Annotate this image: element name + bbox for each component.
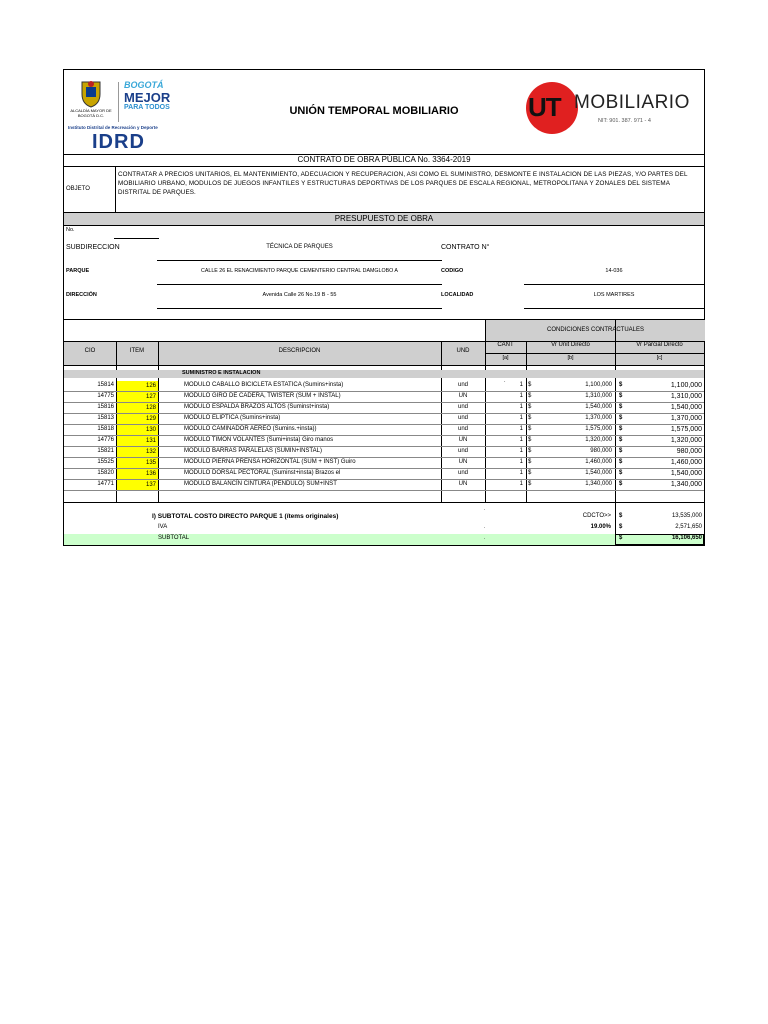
cell-und: UN (458, 481, 468, 487)
header-cio: CIO (84, 348, 96, 354)
cell-vr-parcial: 980,000 (676, 448, 702, 455)
cell-unit-currency: $ (528, 382, 532, 388)
cell-cio: 15818 (97, 426, 114, 432)
cell-vr-unit: 1,340,000 (585, 481, 612, 487)
cell-cio: 14776 (97, 437, 114, 443)
idrd-text: IDRD (92, 131, 145, 153)
bogota-text: BOGOTÁ (124, 80, 164, 90)
row-divider (64, 490, 704, 491)
cell-und: UN (458, 437, 468, 443)
subtotal1-label: I) SUBTOTAL COSTO DIRECTO PARQUE 1 (ítems originales) (152, 513, 339, 520)
cell-unit-currency: $ (528, 470, 532, 476)
alcaldia-text: ALCALDÍA MAYOR DE BOGOTÁ D.C. (70, 108, 112, 118)
cell-vr-parcial: 1,100,000 (670, 382, 702, 389)
cell-descripcion: MODULO GIRO DE CADERA, TWISTER (SUM + INSTAL) (184, 393, 341, 399)
cell-vr-unit: 1,310,000 (585, 393, 612, 399)
subtotal-label: SUBTOTAL (158, 535, 190, 541)
totals-dot-1: . (484, 506, 486, 512)
cell-cant: 1 (519, 426, 523, 432)
cell-parcial-currency: $ (619, 426, 623, 432)
cell-item: 136 (117, 469, 158, 479)
cell-und: und (457, 448, 468, 454)
mobiliario-text: MOBILIARIO (574, 92, 690, 113)
cell-descripcion: MODULO BARRAS PARALELAS (SUMIN+INSTAL) (184, 448, 322, 454)
iva-currency: $ (619, 524, 623, 530)
header-cant: CANT (497, 342, 514, 348)
cell-parcial-currency: $ (619, 459, 623, 465)
cell-descripcion: MODULO ESPALDA BRAZOS ALTOS (Suminst+insta) (184, 404, 330, 410)
budget-sheet (63, 69, 705, 546)
objeto-label: OBJETO (66, 186, 90, 192)
cell-cio: 15821 (97, 448, 114, 454)
cell-item: 131 (117, 436, 158, 446)
table-row (64, 480, 704, 491)
cell-descripcion: MODULO CABALLO BICICLETA ESTATICA (Sumins+insta) (184, 382, 344, 388)
cell-vr-unit: 1,460,000 (585, 459, 612, 465)
cell-descripcion: MODULO PIERNA PRENSA HORIZONTAL (SUM + INST) Guiro (184, 459, 356, 465)
subheader-a: [a] (502, 355, 509, 361)
cell-item: 137 (117, 480, 158, 490)
subtotal-box (615, 534, 704, 545)
cell-vr-parcial: 1,370,000 (670, 415, 702, 422)
cell-descripcion: MODULO CAMINADOR AEREO (Sumins.+insta)) (184, 426, 317, 432)
cell-und: und (457, 426, 468, 432)
document-header (64, 70, 704, 155)
header-vr-parcial: Vr Parcial Directo (636, 342, 683, 348)
cell-cant: 1 (519, 404, 523, 410)
cell-vr-parcial: 1,320,000 (670, 437, 702, 444)
cell-descripcion: MODULO TIMON VOLANTES (Sumi+insta) Giro manos (184, 437, 334, 443)
cell-item: 128 (117, 403, 158, 413)
totals-dot-3: . (484, 535, 486, 541)
table-row (64, 425, 704, 436)
subheader-c: [c] (656, 355, 663, 361)
cell-cio: 15813 (97, 415, 114, 421)
table-row (64, 403, 704, 414)
header-descripcion: DESCRIPCION (278, 348, 321, 354)
localidad-value: LOS MARTIRES (593, 292, 635, 298)
cell-item: 130 (117, 425, 158, 435)
cell-cio: 14771 (97, 481, 114, 487)
presupuesto-title: PRESUPUESTO DE OBRA (64, 213, 704, 226)
cell-parcial-currency: $ (619, 437, 623, 443)
cell-parcial-currency: $ (619, 382, 623, 388)
section-dot: . (504, 378, 506, 384)
cell-und: und (457, 382, 468, 388)
cell-unit-currency: $ (528, 459, 532, 465)
ut-text: UT (528, 92, 561, 122)
objeto-text: CONTRATAR A PRECIOS UNITARIOS, EL MANTENIMIENTO, ADECUACION Y RECUPERACION, ASI COMO EL SUMINISTRO, DESMONTE E INSTALACION DE LAS PIEZAS, Y/O PARTES DEL MOBILIARIO URBANO, MODULOS DE JUEGOS INFANTILES Y ESTRUCTURAS DEPORTIVAS DE LOS PARQUES DE ESCALA REGIONAL, METROPOLITANA Y ZONALES DEL SISTEMA DISTRITAL DE PARQUES. (118, 171, 688, 196)
cell-unit-currency: $ (528, 437, 532, 443)
cell-cant: 1 (519, 437, 523, 443)
cell-descripcion: MODULO BALANCÍN CINTURA (PENDULO) SUM+INST (184, 481, 337, 487)
subtotal1-tag: CDCTO>> (582, 513, 611, 519)
cell-vr-unit: 1,540,000 (585, 404, 612, 410)
cell-unit-currency: $ (528, 448, 532, 454)
cell-parcial-currency: $ (619, 393, 623, 399)
subdireccion-label: SUBDIRECCION (66, 244, 120, 251)
cell-vr-parcial: 1,460,000 (670, 459, 702, 466)
cell-und: und (457, 415, 468, 421)
cell-unit-currency: $ (528, 404, 532, 410)
direccion-value: Avenida Calle 26 No.19 B - 55 (262, 292, 337, 298)
localidad-label: LOCALIDAD (441, 292, 474, 298)
table-row (64, 447, 704, 458)
subtotal-value: 16,106,650 (671, 535, 702, 541)
iva-value: 2,571,650 (675, 524, 702, 530)
table-row (64, 458, 704, 469)
cell-parcial-currency: $ (619, 415, 623, 421)
company-title: UNIÓN TEMPORAL MOBILIARIO (289, 105, 459, 117)
cell-und: und (457, 404, 468, 410)
nit-text: NIT: 901. 387. 971 - 4 (598, 118, 651, 124)
subheader-b: [b] (567, 355, 574, 361)
cell-cio: 15814 (97, 382, 114, 388)
contract-title: CONTRATO DE OBRA PÚBLICA No. 3364-2019 (64, 154, 704, 167)
cell-item: 127 (117, 392, 158, 402)
cell-parcial-currency: $ (619, 448, 623, 454)
cell-cant: 1 (519, 415, 523, 421)
table-row (64, 469, 704, 480)
cell-cio: 15525 (97, 459, 114, 465)
cell-vr-parcial: 1,540,000 (670, 404, 702, 411)
codigo-label: CODIGO (441, 268, 464, 274)
table-row (64, 392, 704, 403)
cell-vr-parcial: 1,575,000 (670, 426, 702, 433)
cell-und: UN (458, 459, 468, 465)
cell-vr-parcial: 1,310,000 (670, 393, 702, 400)
subtotal1-value: 13,535,000 (671, 513, 702, 519)
subtotal1-currency: $ (619, 513, 623, 519)
cell-parcial-currency: $ (619, 481, 623, 487)
cell-cio: 14775 (97, 393, 114, 399)
cell-cant: 1 (519, 393, 523, 399)
cell-cant: 1 (519, 382, 523, 388)
header-und: UND (456, 348, 470, 354)
cell-item: 129 (117, 414, 158, 424)
condiciones-header: CONDICIONES CONTRACTUALES (485, 320, 705, 341)
cell-parcial-currency: $ (619, 470, 623, 476)
cell-cant: 1 (519, 448, 523, 454)
cell-und: UN (458, 393, 468, 399)
subtotal-currency: $ (619, 535, 623, 541)
parque-value: CALLE 26 EL RENACIMIENTO PARQUE CEMENTERIO CENTRAL DAMGLOBO A (201, 268, 398, 274)
cell-unit-currency: $ (528, 426, 532, 432)
cell-parcial-currency: $ (619, 404, 623, 410)
instituto-text: Instituto Distrital de Recreación y Deporte (68, 125, 158, 130)
cell-cant: 1 (519, 470, 523, 476)
contrato-label: CONTRATO N° (441, 244, 490, 251)
cell-vr-unit: 1,575,000 (585, 426, 612, 432)
parque-label: PARQUE (66, 268, 90, 274)
cell-vr-unit: 1,370,000 (585, 415, 612, 421)
cell-item: 135 (117, 458, 158, 468)
ut-mobiliario-logo (522, 78, 702, 148)
cell-vr-unit: 980,000 (590, 448, 612, 454)
iva-label: IVA (158, 524, 168, 530)
section-label: SUMINISTRO E INSTALACION (182, 370, 261, 376)
cell-vr-unit: 1,540,000 (585, 470, 612, 476)
totals-dot-2: . (484, 524, 486, 530)
cell-cio: 15816 (97, 404, 114, 410)
cell-item: 132 (117, 447, 158, 457)
coat-of-arms-icon (78, 78, 104, 108)
mejor-text: MEJOR (124, 90, 171, 105)
cell-unit-currency: $ (528, 393, 532, 399)
idrd-logo (68, 76, 178, 153)
codigo-value: 14-036 (605, 268, 623, 274)
cell-cant: 1 (519, 481, 523, 487)
no-label: No. (66, 227, 75, 233)
cell-unit-currency: $ (528, 481, 532, 487)
header-item: ITEM (129, 348, 145, 354)
cell-item: 126 (117, 381, 158, 391)
table-row (64, 414, 704, 425)
cell-descripcion: MODULO DORSAL PECTORAL (Suminst+insta) Brazos el (184, 470, 341, 476)
cell-vr-parcial: 1,540,000 (670, 470, 702, 477)
table-row (64, 436, 704, 447)
direccion-label: DIRECCIÓN (66, 292, 97, 298)
cell-cio: 15820 (97, 470, 114, 476)
header-vr-unit: Vr Unit Directo (551, 342, 590, 348)
iva-pct: 19.00% (590, 524, 611, 530)
section-row (64, 370, 704, 378)
cell-unit-currency: $ (528, 415, 532, 421)
cell-vr-unit: 1,320,000 (585, 437, 612, 443)
para-todos-text: PARA TODOS (124, 104, 170, 111)
subdireccion-value: TÉCNICA DE PARQUES (266, 244, 333, 250)
cell-descripcion: MODULO ELIPTICA (Sumins+insta) (184, 415, 281, 421)
cell-vr-parcial: 1,340,000 (670, 481, 702, 488)
cell-und: und (457, 470, 468, 476)
cell-cant: 1 (519, 459, 523, 465)
table-row (64, 381, 704, 392)
cell-vr-unit: 1,100,000 (585, 382, 612, 388)
